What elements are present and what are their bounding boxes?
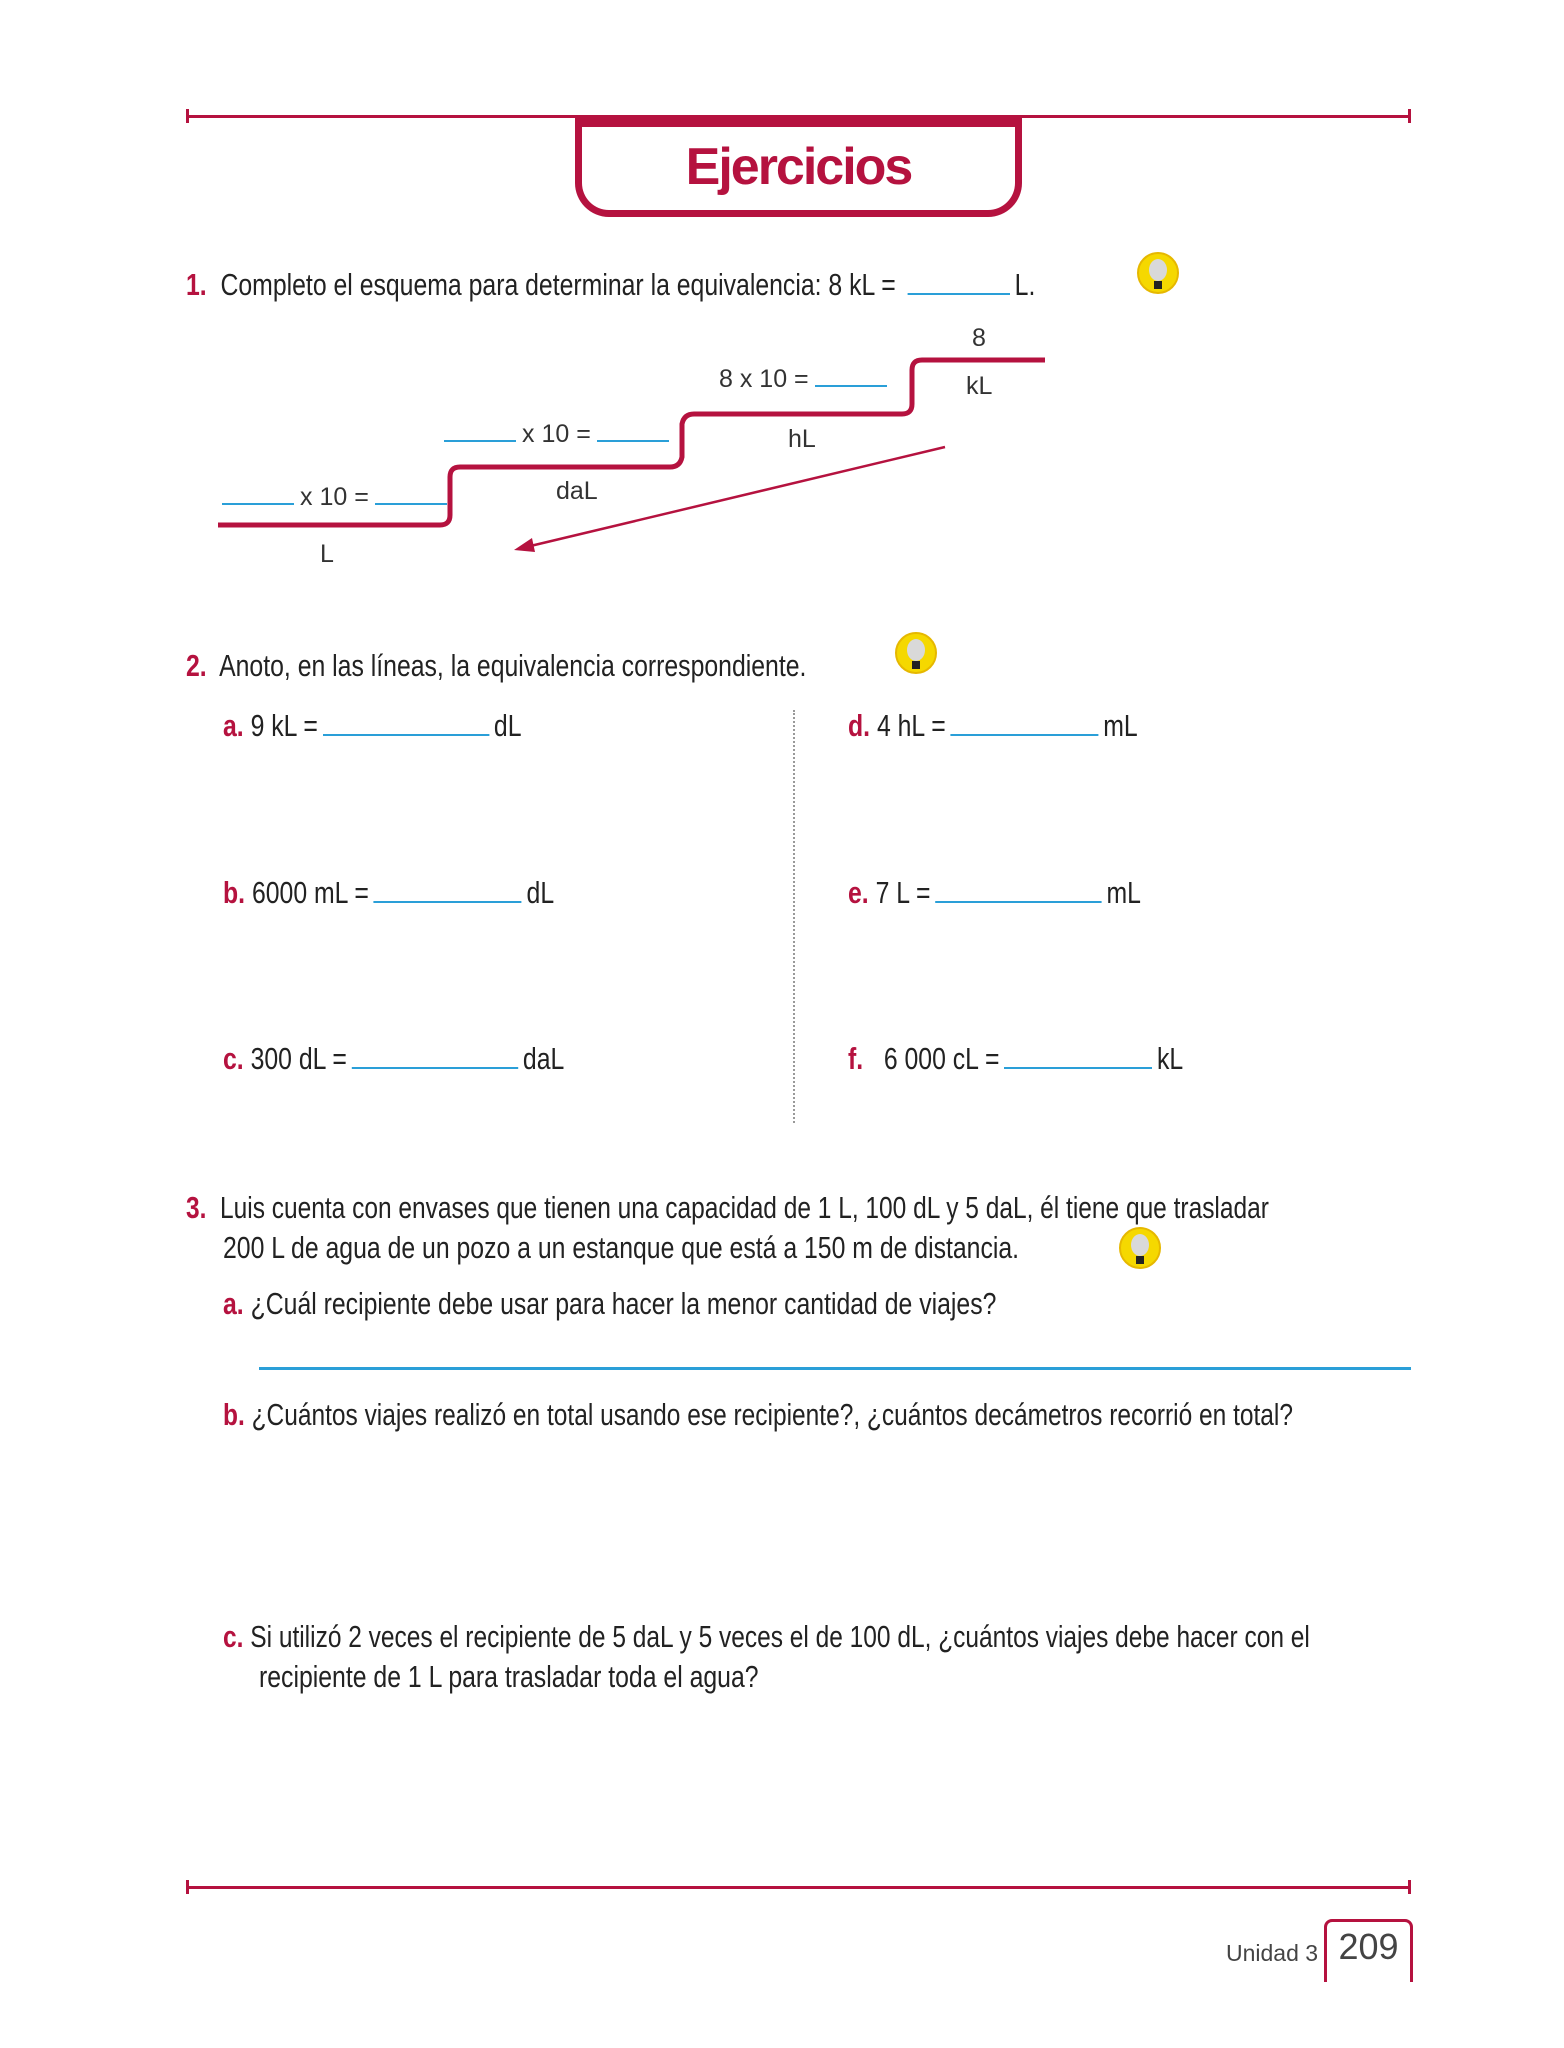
question-number: 3. [186, 1190, 207, 1225]
exercise-2f [848, 1041, 1267, 1077]
column-divider [793, 710, 795, 1123]
question-3-line2 [223, 1230, 1218, 1266]
question-3c-line2 [259, 1659, 883, 1695]
item-expression: 4 hL = [876, 708, 946, 743]
answer-blank[interactable] [444, 440, 516, 442]
item-letter: b. [223, 1397, 245, 1432]
question-number: 1. [186, 267, 207, 302]
answer-blank[interactable] [375, 503, 447, 505]
item-unit: dL [526, 875, 555, 910]
item-unit: kL [1157, 1041, 1184, 1076]
question-text: Anoto, en las líneas, la equivalencia correspondiente. [219, 648, 807, 683]
op-row-mid [444, 420, 675, 449]
unit-label: L. [1014, 267, 1036, 302]
item-unit: dL [493, 708, 522, 743]
item-text: Si utilizó 2 veces el recipiente de 5 daL y 5 veces el de 100 dL, ¿cuántos viajes debe hacer con el [250, 1619, 1310, 1654]
answer-blank[interactable] [222, 503, 294, 505]
page-title: Ejercicios [685, 138, 912, 196]
item-letter: a. [223, 708, 244, 743]
op-row-low [222, 483, 453, 512]
item-text: ¿Cuántos viajes realizó en total usando ese recipiente?, ¿cuántos decámetros recorrió en total? [251, 1397, 1293, 1432]
page-number: 209 [1338, 1926, 1399, 1967]
answer-blank[interactable] [935, 901, 1101, 903]
top-value: 8 [972, 324, 986, 352]
item-expression: 9 kL = [250, 708, 318, 743]
item-letter: d. [848, 708, 871, 743]
bottom-rule [186, 1886, 1411, 1889]
question-text: Completo el esquema para determinar la equivalencia: 8 kL = [220, 267, 896, 302]
question-3c [223, 1619, 1564, 1655]
exercise-2b [223, 875, 637, 911]
item-unit: daL [522, 1041, 565, 1076]
item-text: recipiente de 1 L para trasladar toda el agua? [259, 1659, 759, 1694]
question-3b [223, 1397, 1564, 1433]
answer-blank[interactable] [597, 440, 669, 442]
question-3 [186, 1190, 1557, 1226]
op-text: x 10 = [300, 483, 369, 511]
step-label-kl: kL [966, 372, 993, 400]
op-text: 8 x 10 = [719, 365, 809, 393]
item-letter: b. [223, 875, 246, 910]
exercise-2a [223, 708, 596, 744]
question-number: 2. [186, 648, 207, 683]
item-expression: 6000 mL = [251, 875, 369, 910]
exercise-2e [848, 875, 1214, 911]
exercise-2c [223, 1041, 650, 1077]
question-text: Luis cuenta con envases que tienen una capacidad de 1 L, 100 dL y 5 daL, él tiene que trasladar [220, 1190, 1269, 1225]
lightbulb-icon [894, 631, 938, 679]
answer-blank[interactable] [950, 734, 1098, 736]
item-letter: c. [223, 1041, 244, 1076]
item-text: ¿Cuál recipiente debe usar para hacer la menor cantidad de viajes? [250, 1286, 997, 1321]
question-3a [223, 1286, 1190, 1322]
lightbulb-icon [1118, 1226, 1162, 1274]
item-expression: 6 000 cL = [883, 1041, 1000, 1076]
unit-label: Unidad 3 [1226, 1940, 1319, 1966]
arrow-head [514, 538, 535, 552]
exercise-2d [848, 708, 1210, 744]
item-letter: e. [848, 875, 869, 910]
item-letter: c. [223, 1619, 244, 1654]
question-2 [186, 648, 962, 684]
item-expression: 300 dL = [250, 1041, 347, 1076]
item-unit: mL [1103, 708, 1138, 743]
answer-line-3a[interactable] [259, 1367, 1411, 1370]
item-letter: f. [848, 1041, 864, 1076]
item-letter: a. [223, 1286, 244, 1321]
rule-tick [186, 1880, 189, 1894]
op-text: x 10 = [522, 420, 591, 448]
item-expression: 7 L = [875, 875, 931, 910]
question-text: 200 L de agua de un pozo a un estanque que está a 150 m de distancia. [223, 1230, 1020, 1265]
answer-blank[interactable] [815, 385, 887, 387]
step-label-l: L [320, 540, 334, 568]
rule-tick [1408, 1880, 1411, 1894]
answer-blank[interactable] [352, 1067, 518, 1069]
step-label-dal: daL [556, 477, 598, 505]
answer-blank[interactable] [323, 734, 489, 736]
item-unit: mL [1106, 875, 1141, 910]
answer-blank[interactable] [1004, 1067, 1152, 1069]
answer-blank[interactable] [374, 901, 522, 903]
conversion-staircase [0, 0, 1564, 620]
op-row-high [719, 365, 893, 394]
step-label-hl: hL [788, 425, 816, 453]
